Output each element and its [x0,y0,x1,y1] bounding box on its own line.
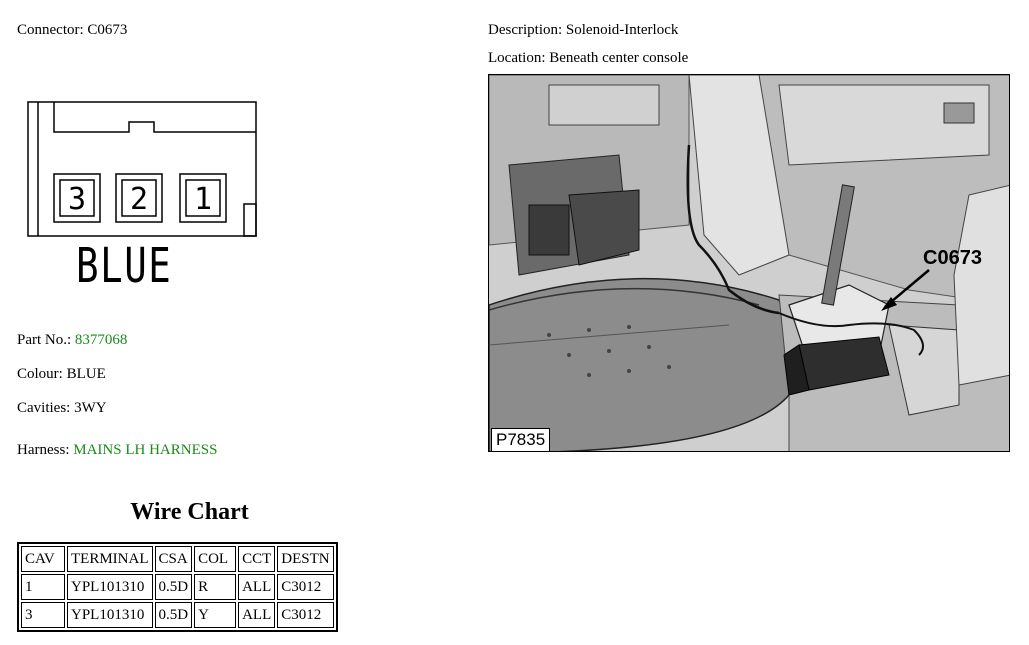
part-no-link[interactable]: 8377068 [74,332,128,348]
location-line [488,49,688,67]
table-cell: C3012 [277,602,333,628]
connector-label: Connector: [17,22,84,38]
table-row [21,602,334,628]
table-cell: 0.5D [155,574,193,600]
table-header-row [21,546,334,572]
photo-reference-label: P7835 [491,428,550,452]
colour-label: Colour: [17,366,63,382]
table-cell: Y [194,602,236,628]
description-line [488,21,678,39]
wire-chart-title: Wire Chart [130,499,249,525]
table-cell: 3 [21,602,65,628]
cavities-label: Cavities: [17,400,71,416]
description-value: Solenoid-Interlock [565,22,679,38]
cavity-number-1: 1 [193,182,213,217]
table-row [21,574,334,600]
location-value: Beneath center console [549,50,689,66]
table-cell: ALL [238,602,275,628]
wire-chart-table [17,542,338,632]
description-label: Description: [488,22,563,38]
column-header: DESTN [277,546,333,572]
table-cell: C3012 [277,574,333,600]
column-header: COL [194,546,236,572]
colour-value: BLUE [66,366,106,382]
table-cell: 0.5D [155,602,193,628]
column-header: CAV [21,546,65,572]
connector-color-label: BLUE [76,238,173,294]
location-label: Location: [488,50,546,66]
column-header: CCT [238,546,275,572]
column-header: CSA [155,546,193,572]
cavity-number-3: 3 [67,182,87,217]
harness-link[interactable]: MAINS LH HARNESS [73,442,218,458]
cavity-number-2: 2 [129,182,149,217]
connector-line [17,21,127,39]
connector-face-diagram [26,100,261,240]
harness-line [17,441,217,459]
photo-callout-label: C0673 [923,247,982,269]
part-no-label: Part No.: [17,332,72,348]
table-cell: YPL101310 [67,574,153,600]
harness-label: Harness: [17,442,70,458]
connector-value: C0673 [87,22,128,38]
cavities-value: 3WY [74,400,107,416]
table-cell: 1 [21,574,65,600]
table-cell: ALL [238,574,275,600]
table-cell: R [194,574,236,600]
cavities-line [17,399,107,417]
column-header: TERMINAL [67,546,153,572]
table-cell: YPL101310 [67,602,153,628]
colour-line [17,365,106,383]
part-no-line [17,331,127,349]
